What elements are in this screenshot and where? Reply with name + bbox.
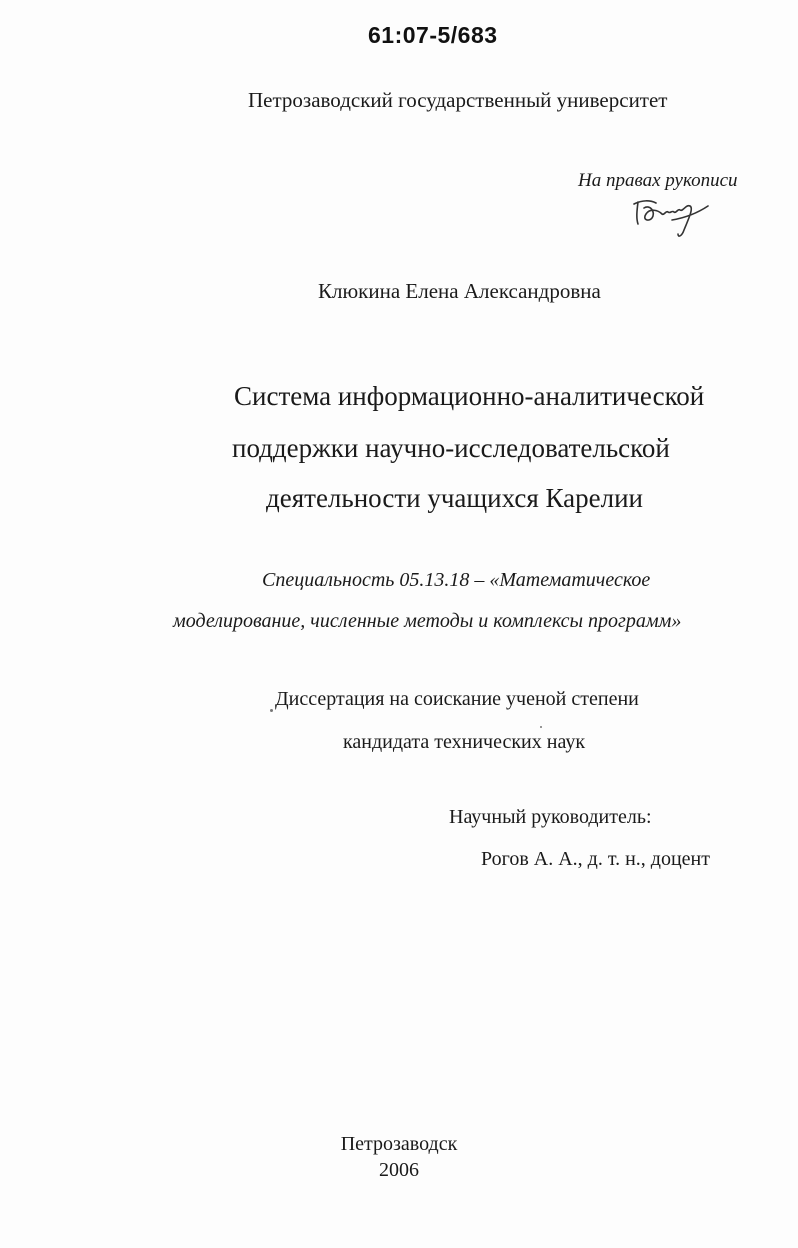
dissertation-line-2: кандидата технических наук [343, 731, 586, 753]
publication-year: 2006 [379, 1159, 419, 1181]
scan-speck [540, 726, 542, 728]
title-line-1: Система информационно-аналитической [234, 381, 705, 411]
university-name: Петрозаводский государственный университет [248, 88, 668, 112]
title-line-2: поддержки научно-исследовательской [232, 433, 670, 463]
advisor-label: Научный руководитель: [449, 806, 652, 828]
dissertation-line-1: Диссертация на соискание ученой степени [275, 688, 639, 710]
publication-city: Петрозаводск [340, 1133, 458, 1155]
library-stamp-code: 61:07-5/683 [368, 22, 498, 48]
scan-speck [270, 709, 273, 712]
handwritten-signature-icon [628, 190, 712, 242]
specialty-line-1: Специальность 05.13.18 – «Математическое [262, 569, 651, 591]
manuscript-rights-note: На правах рукописи [578, 170, 738, 191]
specialty-line-2: моделирование, численные методы и комплексы программ» [173, 610, 682, 632]
title-line-3: деятельности учащихся Карелии [266, 483, 643, 513]
advisor-name: Рогов А. А., д. т. н., доцент [481, 848, 710, 870]
author-name: Клюкина Елена Александровна [318, 279, 601, 303]
